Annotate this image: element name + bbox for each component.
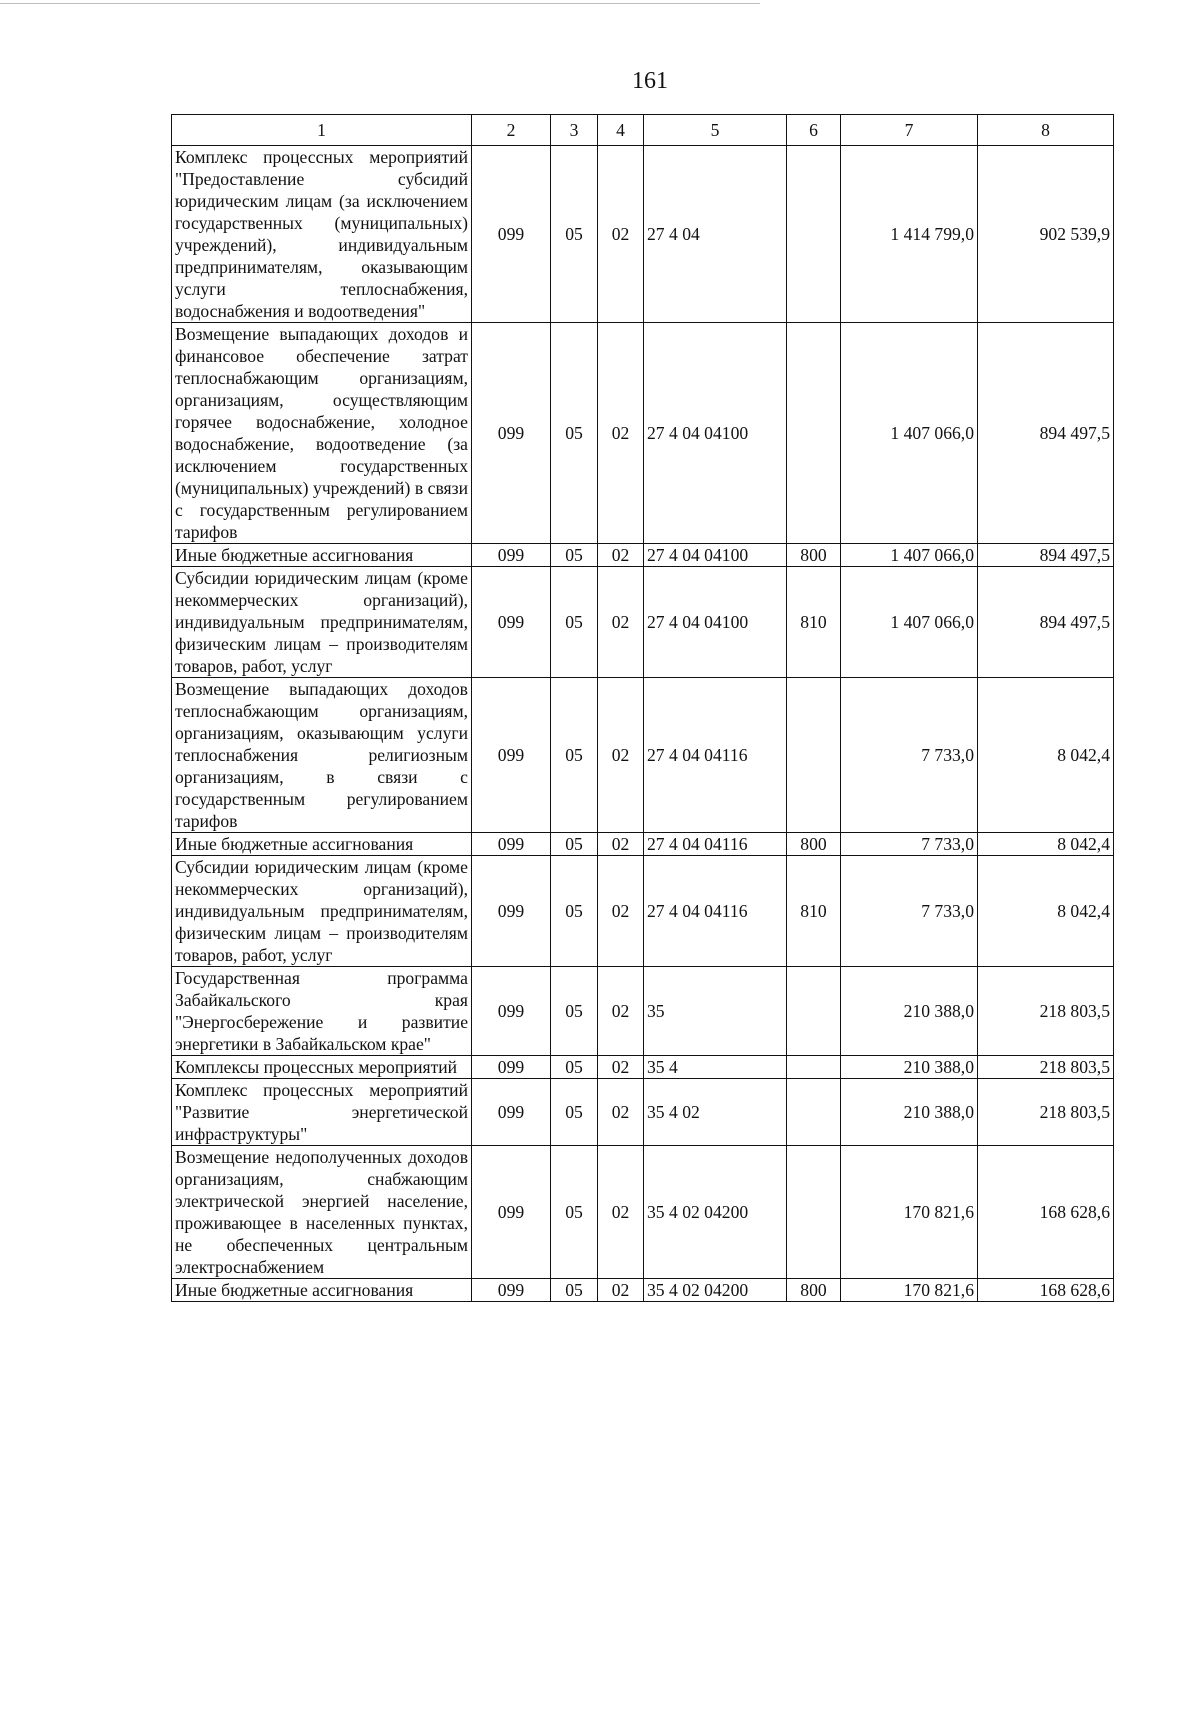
- ministry-code-cell: 099: [472, 833, 551, 856]
- table-row: [172, 1146, 1114, 1279]
- subsection-code-cell: 02: [598, 967, 644, 1056]
- amount-year1-cell: 7 733,0: [841, 856, 978, 967]
- amount-year1-cell: 1 407 066,0: [841, 323, 978, 544]
- subsection-code-cell: 02: [598, 678, 644, 833]
- target-article-cell: 27 4 04 04100: [644, 323, 787, 544]
- expense-type-cell: [787, 1056, 841, 1079]
- ministry-code-cell: 099: [472, 856, 551, 967]
- subsection-code-cell: 02: [598, 1056, 644, 1079]
- section-code-cell: 05: [551, 1146, 598, 1279]
- column-header: 4: [598, 115, 644, 146]
- amount-year1-cell: 210 388,0: [841, 1079, 978, 1146]
- row-name-cell: Иные бюджетные ассигнования: [172, 544, 472, 567]
- target-article-cell: 35 4: [644, 1056, 787, 1079]
- subsection-code-cell: 02: [598, 1146, 644, 1279]
- subsection-code-cell: 02: [598, 833, 644, 856]
- subsection-code-cell: 02: [598, 323, 644, 544]
- table-header-row: [172, 115, 1114, 146]
- section-code-cell: 05: [551, 678, 598, 833]
- section-code-cell: 05: [551, 1056, 598, 1079]
- amount-year1-cell: 7 733,0: [841, 678, 978, 833]
- table-row: [172, 856, 1114, 967]
- amount-year2-cell: 168 628,6: [978, 1279, 1114, 1302]
- target-article-cell: 27 4 04 04100: [644, 544, 787, 567]
- amount-year1-cell: 210 388,0: [841, 1056, 978, 1079]
- ministry-code-cell: 099: [472, 1279, 551, 1302]
- expense-type-cell: [787, 146, 841, 323]
- page-number: 161: [632, 68, 668, 94]
- ministry-code-cell: 099: [472, 567, 551, 678]
- target-article-cell: 27 4 04 04100: [644, 567, 787, 678]
- column-header: 1: [172, 115, 472, 146]
- section-code-cell: 05: [551, 146, 598, 323]
- section-code-cell: 05: [551, 1079, 598, 1146]
- expense-type-cell: 800: [787, 544, 841, 567]
- amount-year2-cell: 902 539,9: [978, 146, 1114, 323]
- amount-year1-cell: 210 388,0: [841, 967, 978, 1056]
- amount-year2-cell: 894 497,5: [978, 544, 1114, 567]
- amount-year2-cell: 218 803,5: [978, 967, 1114, 1056]
- table-row: [172, 567, 1114, 678]
- expense-type-cell: [787, 967, 841, 1056]
- amount-year2-cell: 8 042,4: [978, 833, 1114, 856]
- amount-year2-cell: 8 042,4: [978, 678, 1114, 833]
- row-name-cell: Иные бюджетные ассигнования: [172, 833, 472, 856]
- target-article-cell: 27 4 04 04116: [644, 856, 787, 967]
- row-name-cell: Возмещение выпадающих доходов и финансовое обеспечение затрат теплоснабжающим организациям, организациям, осуществляющим горячее водоснабжение, холодное водоснабжение, водоотведение (за исключением государственных (муниципальных) учреждений) в связи с государственным регулированием тарифов: [172, 323, 472, 544]
- scan-edge-line: [0, 3, 760, 4]
- expense-type-cell: 800: [787, 1279, 841, 1302]
- amount-year2-cell: 8 042,4: [978, 856, 1114, 967]
- table-row: [172, 1056, 1114, 1079]
- amount-year1-cell: 1 414 799,0: [841, 146, 978, 323]
- section-code-cell: 05: [551, 567, 598, 678]
- row-name-cell: Комплекс процессных мероприятий "Развитие энергетической инфраструктуры": [172, 1079, 472, 1146]
- amount-year1-cell: 7 733,0: [841, 833, 978, 856]
- expense-type-cell: [787, 1146, 841, 1279]
- row-name-cell: Комплекс процессных мероприятий "Предоставление субсидий юридическим лицам (за исключением государственных (муниципальных) учреждений), индивидуальным предпринимателям, оказывающим услуги теплоснабжения, водоснабжения и водоотведения": [172, 146, 472, 323]
- target-article-cell: 35 4 02 04200: [644, 1146, 787, 1279]
- subsection-code-cell: 02: [598, 1079, 644, 1146]
- column-header: 3: [551, 115, 598, 146]
- ministry-code-cell: 099: [472, 146, 551, 323]
- row-name-cell: Государственная программа Забайкальского края "Энергосбережение и развитие энергетики в Забайкальском крае": [172, 967, 472, 1056]
- ministry-code-cell: 099: [472, 1079, 551, 1146]
- target-article-cell: 27 4 04: [644, 146, 787, 323]
- row-name-cell: Возмещение выпадающих доходов теплоснабжающим организациям, организациям, оказывающим услуги теплоснабжения религиозным организациям, в связи с государственным регулированием тарифов: [172, 678, 472, 833]
- target-article-cell: 35 4 02: [644, 1079, 787, 1146]
- table-row: [172, 967, 1114, 1056]
- expense-type-cell: [787, 678, 841, 833]
- ministry-code-cell: 099: [472, 323, 551, 544]
- section-code-cell: 05: [551, 323, 598, 544]
- row-name-cell: Возмещение недополученных доходов организациям, снабжающим электрической энергией население, проживающее в населенных пунктах, не обеспеченных центральным электроснабжением: [172, 1146, 472, 1279]
- expense-type-cell: 810: [787, 567, 841, 678]
- section-code-cell: 05: [551, 833, 598, 856]
- subsection-code-cell: 02: [598, 544, 644, 567]
- table-row: [172, 146, 1114, 323]
- amount-year2-cell: 894 497,5: [978, 567, 1114, 678]
- subsection-code-cell: 02: [598, 146, 644, 323]
- column-header: 6: [787, 115, 841, 146]
- ministry-code-cell: 099: [472, 1056, 551, 1079]
- row-name-cell: Субсидии юридическим лицам (кроме некоммерческих организаций), индивидуальным предпринимателям, физическим лицам – производителям товаров, работ, услуг: [172, 856, 472, 967]
- row-name-cell: Комплексы процессных мероприятий: [172, 1056, 472, 1079]
- row-name-cell: Субсидии юридическим лицам (кроме некоммерческих организаций), индивидуальным предпринимателям, физическим лицам – производителям товаров, работ, услуг: [172, 567, 472, 678]
- target-article-cell: 35 4 02 04200: [644, 1279, 787, 1302]
- row-name-cell: Иные бюджетные ассигнования: [172, 1279, 472, 1302]
- section-code-cell: 05: [551, 967, 598, 1056]
- expense-type-cell: [787, 1079, 841, 1146]
- amount-year2-cell: 894 497,5: [978, 323, 1114, 544]
- section-code-cell: 05: [551, 856, 598, 967]
- subsection-code-cell: 02: [598, 567, 644, 678]
- amount-year1-cell: 170 821,6: [841, 1279, 978, 1302]
- table-row: [172, 1079, 1114, 1146]
- amount-year2-cell: 218 803,5: [978, 1056, 1114, 1079]
- amount-year1-cell: 170 821,6: [841, 1146, 978, 1279]
- table-row: [172, 678, 1114, 833]
- section-code-cell: 05: [551, 544, 598, 567]
- amount-year1-cell: 1 407 066,0: [841, 544, 978, 567]
- column-header: 5: [644, 115, 787, 146]
- column-header: 2: [472, 115, 551, 146]
- target-article-cell: 35: [644, 967, 787, 1056]
- amount-year2-cell: 168 628,6: [978, 1146, 1114, 1279]
- ministry-code-cell: 099: [472, 1146, 551, 1279]
- column-header: 8: [978, 115, 1114, 146]
- table-row: [172, 1279, 1114, 1302]
- ministry-code-cell: 099: [472, 678, 551, 833]
- expense-type-cell: 810: [787, 856, 841, 967]
- section-code-cell: 05: [551, 1279, 598, 1302]
- subsection-code-cell: 02: [598, 1279, 644, 1302]
- ministry-code-cell: 099: [472, 967, 551, 1056]
- expense-type-cell: 800: [787, 833, 841, 856]
- target-article-cell: 27 4 04 04116: [644, 833, 787, 856]
- ministry-code-cell: 099: [472, 544, 551, 567]
- target-article-cell: 27 4 04 04116: [644, 678, 787, 833]
- table-row: [172, 833, 1114, 856]
- subsection-code-cell: 02: [598, 856, 644, 967]
- budget-table: [171, 114, 1114, 1302]
- table-row: [172, 323, 1114, 544]
- amount-year1-cell: 1 407 066,0: [841, 567, 978, 678]
- amount-year2-cell: 218 803,5: [978, 1079, 1114, 1146]
- table-row: [172, 544, 1114, 567]
- expense-type-cell: [787, 323, 841, 544]
- column-header: 7: [841, 115, 978, 146]
